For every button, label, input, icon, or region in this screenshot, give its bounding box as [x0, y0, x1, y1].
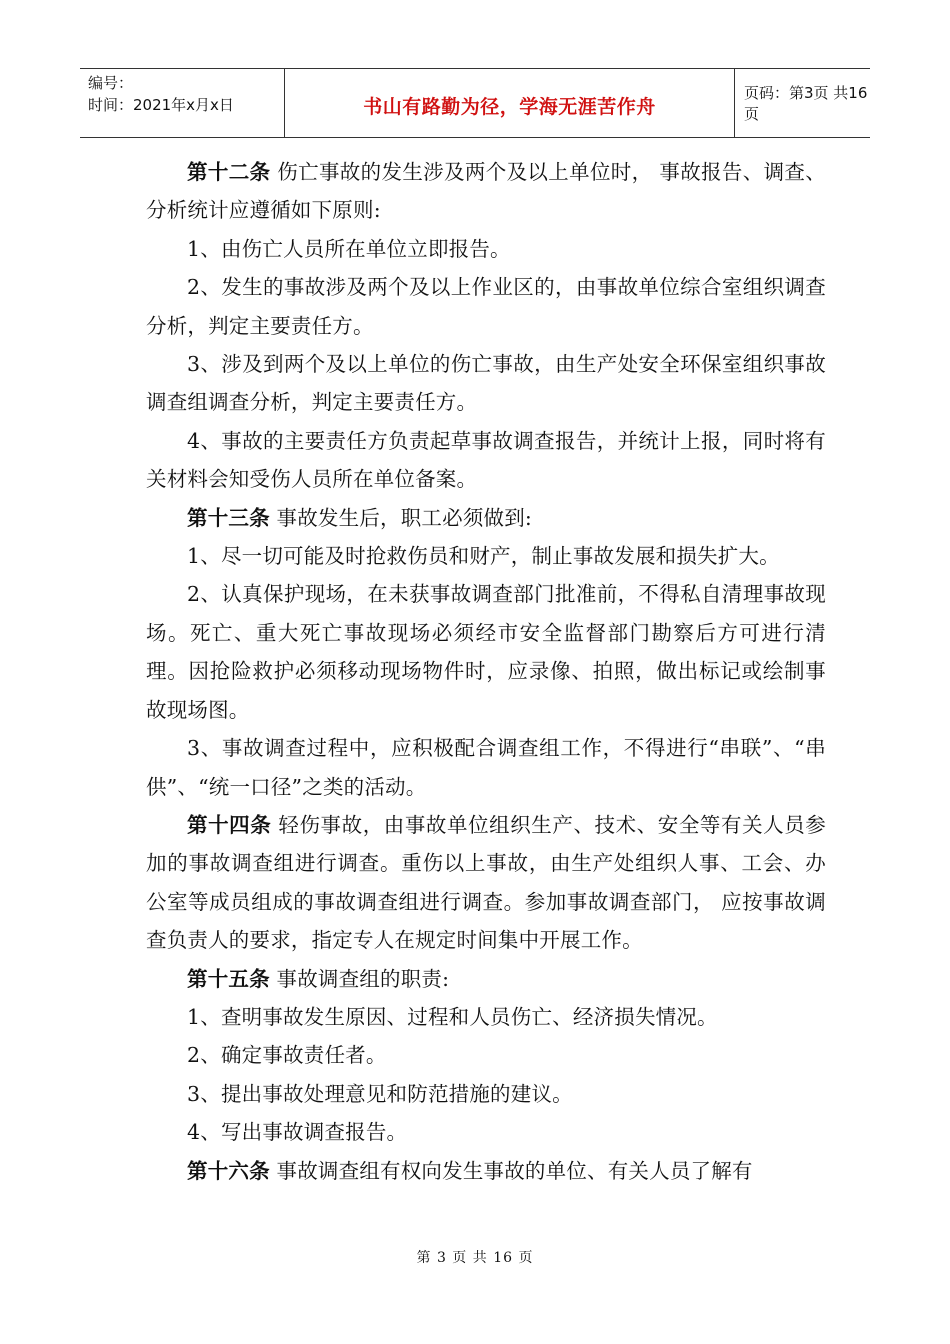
- paragraph-text: 轻伤事故，由事故单位组织生产、技术、安全等有关人员参加的事故调查组进行调查。重伤以上事故，由生产处组织人事、工会、办公室等成员组成的事故调查组进行调查。参加事故调查部门， 应按事故调查负责人的要求，指定专人在规定时间集中开展工作。: [146, 812, 826, 953]
- document-body: [146, 153, 826, 1190]
- paragraph-text: 2、发生的事故涉及两个及以上作业区的，由事故单位综合室组织调查分析，判定主要责任方。: [146, 275, 826, 338]
- time-label: 时间：2021年x月x日: [88, 96, 234, 114]
- article-heading: 第十四条: [187, 812, 272, 837]
- paragraph: [146, 499, 826, 537]
- paragraph-text: 3、事故调查过程中，应积极配合调查组工作，不得进行“串联”、“串供”、“统一口径”之类的活动。: [146, 736, 826, 799]
- article-heading: 第十三条: [187, 505, 270, 530]
- paragraph: [146, 1036, 826, 1074]
- paragraph: [146, 1075, 826, 1113]
- paragraph: [146, 998, 826, 1036]
- paragraph-text: 3、涉及到两个及以上单位的伤亡事故，由生产处安全环保室组织事故调查组调查分析，判定主要责任方。: [146, 352, 826, 415]
- paragraph: [146, 806, 826, 960]
- paragraph-text: 4、写出事故调查报告。: [187, 1120, 408, 1145]
- paragraph-text: 1、由伤亡人员所在单位立即报告。: [187, 236, 511, 261]
- paragraph-text: 事故调查组有权向发生事故的单位、有关人员了解有: [269, 1158, 753, 1183]
- paragraph-text: 2、认真保护现场，在未获事故调查部门批准前，不得私自清理事故现场。死亡、重大死亡事故现场必须经市安全监督部门勘察后方可进行清理。因抢险救护必须移动现场物件时，应录像、拍照，做出标记或绘制事故现场图。: [146, 582, 826, 722]
- document-header: [80, 68, 870, 138]
- paragraph-text: 1、查明事故发生原因、过程和人员伤亡、经济损失情况。: [187, 1004, 718, 1029]
- paragraph: [146, 575, 826, 729]
- article-heading: 第十六条: [187, 1158, 270, 1183]
- paragraph: [146, 268, 826, 345]
- paragraph: [146, 1152, 826, 1190]
- paragraph-text: 2、确定事故责任者。: [187, 1043, 387, 1068]
- paragraph: [146, 729, 826, 806]
- motto: 书山有路勤为径，学海无涯苦作舟: [284, 69, 735, 137]
- paragraph: [146, 153, 826, 230]
- paragraph-text: 事故调查组的职责:: [269, 966, 450, 991]
- paragraph-text: 4、事故的主要责任方负责起草事故调查报告，并统计上报，同时将有关材料会知受伤人员所在单位备案。: [146, 428, 826, 492]
- page-footer: 第 3 页 共 16 页: [416, 1250, 534, 1266]
- paragraph: [146, 422, 826, 499]
- paragraph-text: 伤亡事故的发生涉及两个及以上单位时， 事故报告、调查、分析统计应遵循如下原则:: [146, 160, 826, 223]
- page-info: 页码：第3页 共16页: [744, 84, 868, 123]
- number-label: 编号：: [88, 74, 134, 92]
- article-heading: 第十五条: [187, 966, 270, 991]
- article-heading: 第十二条: [187, 160, 271, 184]
- paragraph-text: 3、提出事故处理意见和防范措施的建议。: [187, 1081, 573, 1106]
- paragraph: [146, 230, 826, 268]
- paragraph-text: 事故发生后，职工必须做到:: [269, 505, 533, 530]
- header-meta: [80, 69, 284, 137]
- paragraph: [146, 960, 826, 998]
- paragraph: [146, 537, 826, 575]
- paragraph: [146, 345, 826, 422]
- paragraph: [146, 1113, 826, 1151]
- paragraph-text: 1、尽一切可能及时抢救伤员和财产，制止事故发展和损失扩大。: [187, 544, 780, 569]
